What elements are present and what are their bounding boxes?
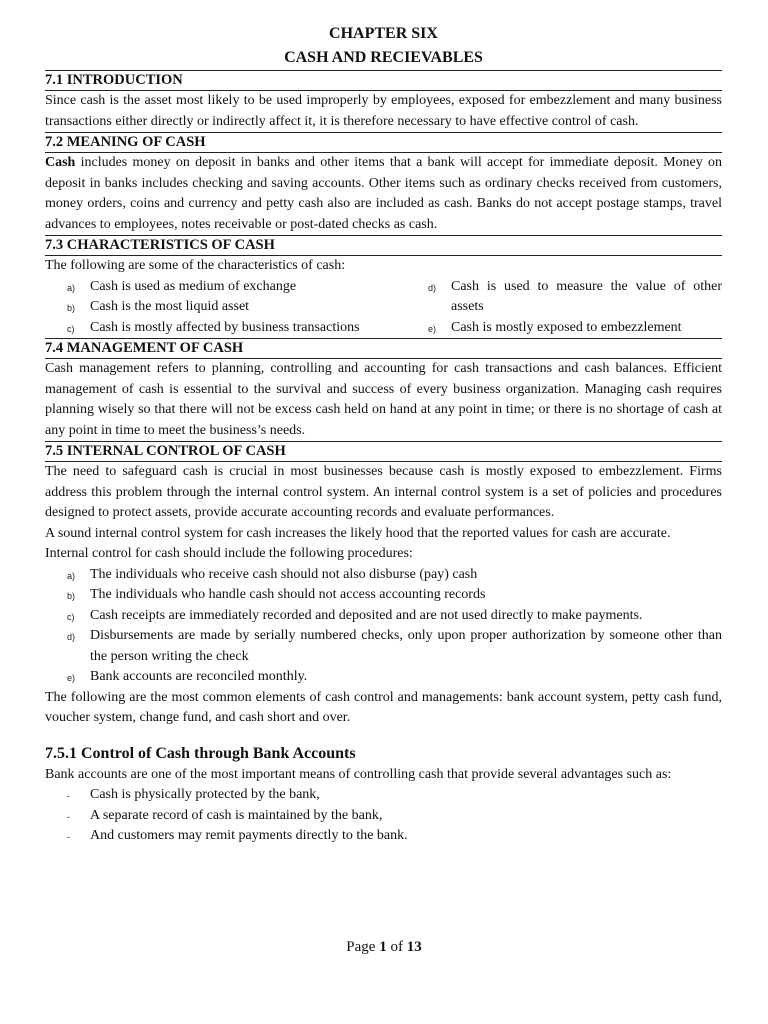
chapter-title: CHAPTER SIX (329, 25, 438, 42)
meaning-of-cash-text: includes money on deposit in banks and other items that a bank will accept for immediate deposit. Money on deposit in banks includes checking and saving accounts. Other items such as ordinary checks received from customers, money orders, coins and currency and petty cash also are included as cash. Banks do not accept postage stamps, travel advances to employees, notes receivable or post-dated checks as cash. (45, 155, 722, 232)
list-marker: - (67, 811, 70, 822)
section-heading-meaning-of-cash: 7.2 MEANING OF CASH (45, 132, 722, 153)
list-item (45, 826, 722, 847)
bank-accounts-advantages-list (45, 785, 722, 847)
section-heading-characteristics: 7.3 CHARACTERISTICS OF CASH (45, 235, 722, 256)
characteristics-right-column (406, 277, 722, 339)
list-item-text: Disbursements are made by serially numbered checks, only upon proper authorization by someone other than the person writing the check (90, 628, 722, 664)
list-item (45, 585, 722, 606)
list-marker: e) (67, 673, 76, 683)
page-footer (0, 936, 768, 958)
list-marker: c) (67, 323, 75, 334)
list-marker: a) (67, 282, 76, 293)
list-marker: d) (67, 632, 76, 642)
internal-control-paragraph-2: A sound internal control system for cash increases the likely hood that the reported values for cash are accurate. (45, 525, 671, 541)
characteristics-left-column (45, 277, 361, 339)
list-marker: - (67, 791, 70, 801)
list-item (45, 318, 361, 339)
list-item (45, 626, 722, 667)
list-item-text: The individuals who receive cash should not also disburse (pay) cash (90, 566, 478, 582)
introduction-paragraph: Since cash is the asset most likely to be used improperly by employees, exposed for embezzlement and many business transactions either directly or indirectly affect it, it is therefore necessary to have effective control of cash. (45, 93, 722, 129)
bank-accounts-intro: Bank accounts are one of the most important means of controlling cash that provide several advantages such as: (45, 766, 672, 782)
list-item (45, 277, 361, 298)
list-item-text: Cash is the most liquid asset (90, 299, 250, 314)
meaning-of-cash-paragraph (45, 153, 722, 235)
list-item (45, 297, 361, 318)
list-marker: d) (428, 282, 437, 293)
list-marker: b) (67, 591, 76, 601)
internal-control-paragraph-1: The need to safeguard cash is crucial in most businesses because cash is mostly exposed to embezzlement. Firms address this problem through the internal control system. An internal control system is a set of policies and procedures designed to protect assets, provide accurate accounting records and evaluate performances. (45, 464, 722, 520)
list-item-text: Cash receipts are immediately recorded and deposited and are not used directly to make payments. (90, 607, 643, 623)
list-item-text: Bank accounts are reconciled monthly. (90, 669, 308, 684)
page-label: Page (346, 939, 380, 955)
management-paragraph: Cash management refers to planning, controlling and accounting for cash transactions and cash balances. Efficient management of cash is essential to the survival and success of every business organization. Managing cash requires planning wisely so that there will not be excess cash held on hand at any point in time; or there is no shortage of cash at any point in time to meet the business’s needs. (45, 361, 722, 438)
list-item (45, 606, 722, 627)
document-page (45, 22, 722, 847)
list-item (45, 565, 722, 586)
page-number: 1 (379, 939, 387, 955)
list-marker: e) (428, 323, 437, 334)
internal-control-paragraph-4: The following are the most common elements of cash control and managements: bank account system, petty cash fund, voucher system, change fund, and cash short and over. (45, 689, 722, 725)
of-label: of (386, 939, 407, 955)
list-marker: c) (67, 611, 75, 622)
chapter-subtitle: CASH AND RECIEVABLES (284, 49, 483, 66)
total-pages: 13 (406, 939, 422, 955)
internal-control-paragraph-3: Internal control for cash should include the following procedures: (45, 546, 413, 561)
section-heading-internal-control: 7.5 INTERNAL CONTROL OF CASH (45, 441, 722, 462)
list-item-text: A separate record of cash is maintained by the bank, (90, 807, 383, 823)
characteristics-columns (45, 277, 722, 339)
internal-control-procedures-list (45, 565, 722, 688)
list-item-text: Cash is used to measure the value of other assets (451, 278, 722, 314)
list-item (406, 277, 722, 318)
section-heading-management: 7.4 MANAGEMENT OF CASH (45, 338, 722, 359)
list-item-text: Cash is physically protected by the bank, (90, 787, 320, 802)
list-item (45, 667, 722, 688)
list-item-text: Cash is mostly affected by business transactions (90, 319, 360, 335)
list-item (406, 318, 722, 339)
list-item-text: Cash is used as medium of exchange (90, 278, 297, 294)
section-heading-introduction: 7.1 INTRODUCTION (45, 70, 722, 91)
list-item (45, 806, 722, 827)
list-item-text: And customers may remit payments directly to the bank. (90, 828, 408, 843)
characteristics-intro: The following are some of the characteristics of cash: (45, 258, 346, 273)
list-item-text: The individuals who handle cash should not access accounting records (90, 587, 486, 602)
list-marker: - (67, 832, 70, 842)
list-item (45, 785, 722, 806)
list-marker: a) (67, 570, 76, 581)
list-marker: b) (67, 303, 76, 313)
subsection-heading-bank-accounts: 7.5.1 Control of Cash through Bank Accounts (45, 744, 356, 762)
list-item-text: Cash is mostly exposed to embezzlement (451, 319, 682, 335)
cash-term: Cash (45, 155, 76, 170)
